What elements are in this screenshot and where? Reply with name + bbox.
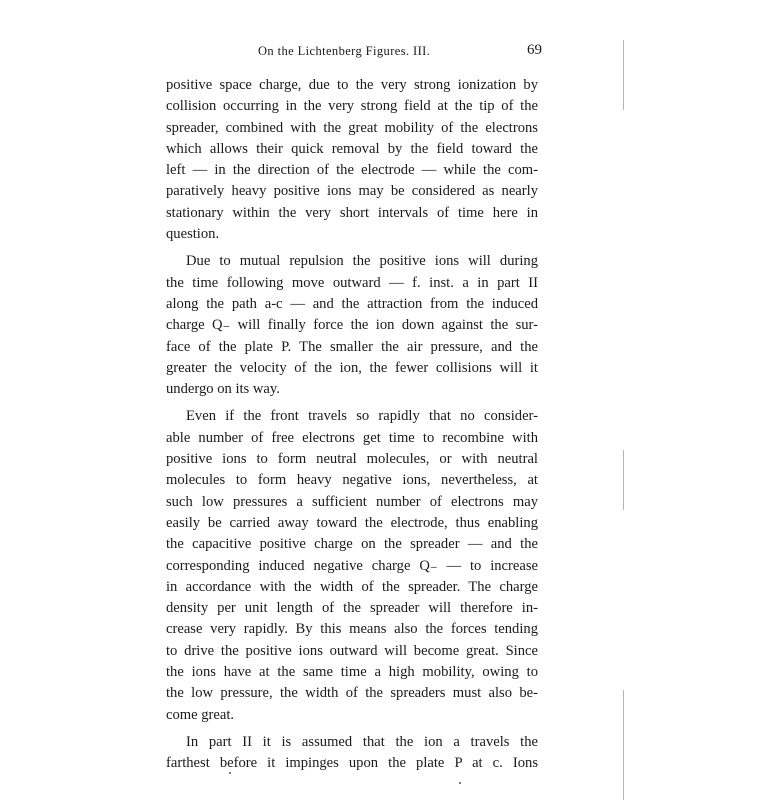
paragraph-1: [166, 75, 538, 245]
text-line: the ions have at the same time a high mobility, owing to: [166, 664, 538, 681]
text-line: come great.: [166, 706, 235, 723]
text-line: the capacitive positive charge on the spreader — and the: [166, 536, 538, 553]
text-line: charge Q₋ will finally force the ion down against the sur-: [166, 317, 538, 334]
text-line: Due to mutual repulsion the positive ions will during: [186, 253, 538, 270]
text-line: collision occurring in the very strong field at the tip of the: [166, 98, 538, 115]
text-line: the time following move outward — f. inst. a in part II: [166, 274, 538, 291]
text-line: paratively heavy positive ions may be considered as nearly: [166, 183, 538, 200]
page-number: 69: [527, 42, 542, 58]
scan-speck: [459, 782, 461, 784]
text-line: farthest before it impinges upon the plate P at c. Ions: [166, 755, 538, 772]
text-line: density per unit length of the spreader will therefore in-: [166, 600, 538, 617]
scan-gutter-mark: [623, 690, 624, 800]
text-line: undergo on its way.: [166, 381, 280, 398]
text-line: In part II it is assumed that the ion a travels the: [186, 733, 538, 750]
scan-gutter-mark: [623, 450, 624, 510]
text-line: positive space charge, due to the very strong ionization by: [166, 77, 538, 93]
text-line: question.: [166, 226, 220, 243]
text-line: Even if the front travels so rapidly that no consider-: [186, 408, 538, 425]
running-title: On the Lichtenberg Figures. III.: [258, 44, 431, 58]
text-line: the low pressure, the width of the spreaders must also be-: [166, 685, 538, 702]
scan-speck: [229, 772, 231, 774]
text-line: spreader, combined with the great mobility of the electrons: [166, 119, 538, 136]
text-line: stationary within the very short intervals of time here in: [166, 204, 538, 221]
paragraph-4: [166, 732, 538, 775]
text-line: along the path a-c — and the attraction from the induced: [166, 295, 538, 312]
text-line: corresponding induced negative charge Q₋ — to increase: [166, 557, 538, 574]
paragraph-3: [166, 406, 538, 725]
text-line: able number of free electrons get time to recombine with: [166, 429, 538, 446]
text-line: face of the plate P. The smaller the air pressure, and the: [166, 338, 538, 355]
text-line: in accordance with the width of the spreader. The charge: [166, 578, 538, 595]
text-line: which allows their quick removal by the field toward the: [166, 140, 538, 157]
text-line: to drive the positive ions outward will become great. Since: [166, 642, 538, 659]
text-line: positive ions to form neutral molecules, or with neutral: [166, 451, 538, 468]
text-line: such low pressures a sufficient number of electrons may: [166, 493, 538, 510]
text-line: left — in the direction of the electrode — while the com-: [166, 162, 538, 179]
text-line: greater the velocity of the ion, the fewer collisions will it: [166, 359, 538, 376]
body-text: [166, 75, 538, 781]
text-line: molecules to form heavy negative ions, nevertheless, at: [166, 472, 538, 489]
paragraph-2: [166, 251, 538, 400]
text-line: easily be carried away toward the electrode, thus enabling: [166, 514, 538, 531]
running-head: [166, 42, 546, 62]
text-line: crease very rapidly. By this means also the forces tending: [166, 621, 538, 638]
scan-gutter-mark: [623, 40, 624, 110]
